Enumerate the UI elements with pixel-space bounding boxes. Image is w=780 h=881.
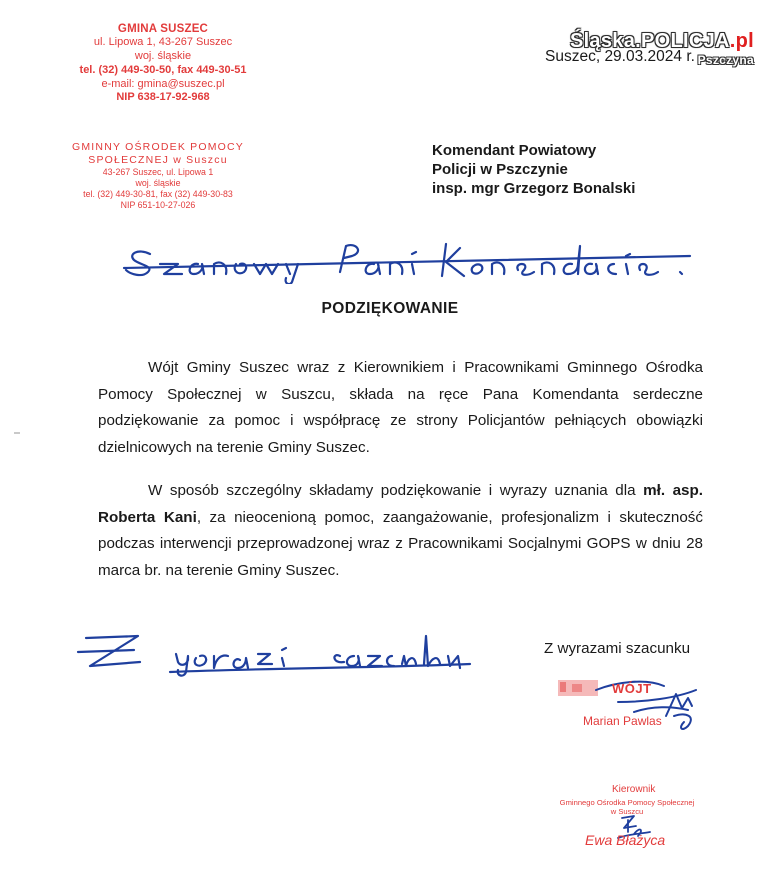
addressee-line-3: insp. mgr Grzegorz Bonalski bbox=[432, 180, 636, 197]
stamp-gops-nip: NIP 651-10-27-026 bbox=[120, 200, 196, 211]
kierownik-org-line-2: w Suszcu bbox=[610, 807, 644, 817]
stamp-gmina-phone: tel. (32) 449-30-50, fax 449-30-51 bbox=[79, 63, 247, 76]
stamp-gops-address: 43-267 Suszec, ul. Lipowa 1 bbox=[102, 166, 214, 177]
stamp-gmina-address: ul. Lipowa 1, 43-267 Suszec bbox=[93, 36, 233, 49]
stamp-gops-name-1: GMINNY OŚRODEK POMOCY bbox=[71, 141, 245, 153]
salutation-scribble bbox=[120, 234, 700, 284]
stamp-gmina-nip: NIP 638-17-92-968 bbox=[116, 91, 210, 104]
honoree-name: mł. asp. Roberta Kani bbox=[98, 482, 703, 526]
stamp-gops-phone: tel. (32) 449-30-81, fax (32) 449-30-83 bbox=[83, 189, 233, 200]
gops-stamp bbox=[58, 141, 258, 212]
addressee-line-2: Policji w Pszczynie bbox=[432, 161, 568, 178]
letter-title: PODZIĘKOWANIE bbox=[321, 300, 459, 317]
watermark-tld: .pl bbox=[729, 30, 754, 52]
wojt-name: Marian Pawlas bbox=[583, 714, 662, 728]
punch-mark bbox=[14, 432, 20, 434]
kierownik-org-line-1: Gminnego Ośrodka Pomocy Społecznej bbox=[559, 798, 695, 807]
wojt-title: WÓJT bbox=[612, 681, 652, 696]
kierownik-title: Kierownik bbox=[612, 784, 656, 795]
body-paragraph-1: Wójt Gminy Suszec wraz z Kierownikiem i Pracownikami Gminnego Ośrodka Pomocy Społecznej w Suszcu, składa na ręce Pana Komendanta serdeczne podziękowanie za pomoc i współpracę ze strony Policjantów pełniących obowiązki dzielnicowych na terenie Gminy Suszec. bbox=[98, 359, 703, 456]
watermark-main: Śląska.POLICJA bbox=[569, 30, 730, 52]
stamp-gops-region: woj. śląskie bbox=[135, 177, 181, 188]
addressee-line-1: Komendant Powiatowy bbox=[432, 142, 597, 159]
handwritten-closing bbox=[70, 628, 490, 683]
watermark-sub: Pszczyna bbox=[697, 53, 754, 67]
gmina-stamp bbox=[58, 22, 268, 105]
kierownik-name: Ewa Błażyca bbox=[585, 832, 666, 848]
paragraph-2-lead: W sposób szczególny składamy podziękowanie i wyrazy uznania dla bbox=[148, 482, 644, 499]
stamp-gops-name-2: SPOŁECZNEJ w Suszcu bbox=[88, 153, 228, 166]
stamp-gmina-region: woj. śląskie bbox=[134, 50, 192, 63]
closing-scribble bbox=[70, 628, 490, 678]
letter-date: Suszec, 29.03.2024 r. bbox=[545, 48, 695, 65]
handwritten-salutation bbox=[120, 234, 700, 289]
stamp-gmina-email: e-mail: gmina@suszec.pl bbox=[101, 77, 225, 90]
addressee-block bbox=[432, 141, 635, 198]
closing-regards: Z wyrazami szacunku bbox=[544, 640, 691, 657]
stamp-gmina-name: GMINA SUSZEC bbox=[117, 23, 209, 35]
body-paragraph-2 bbox=[98, 478, 703, 584]
paragraph-2-rest: , za nieocenioną pomoc, zaangażowanie, profesjonalizm i skuteczność podczas interwencji przeprowadzonej wraz z Pracownikami Socjalnymi GOPS w dniu 28 marca br. na terenie Gminy Suszec. bbox=[98, 508, 703, 579]
